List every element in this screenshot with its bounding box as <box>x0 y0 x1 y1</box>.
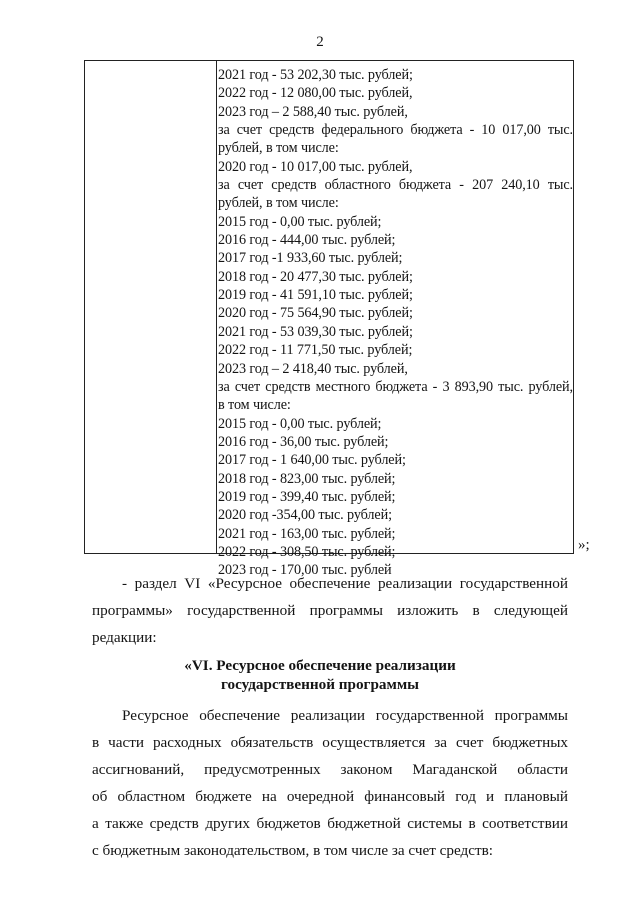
paragraph-line: редакции: <box>92 629 157 646</box>
table-right-cell <box>218 66 573 580</box>
table-line: 2022 год - 12 080,00 тыс. рублей, <box>218 85 413 102</box>
table-line: 2020 год - 10 017,00 тыс. рублей, <box>218 158 413 175</box>
table-line: 2017 год - 1 640,00 тыс. рублей; <box>218 452 406 469</box>
table-line: 2023 год - 170,00 тыс. рублей <box>218 562 392 579</box>
table-line: 2017 год -1 933,60 тыс. рублей; <box>218 250 403 267</box>
table-line: рублей, в том числе: <box>218 140 339 157</box>
section-heading <box>0 656 640 694</box>
table-line: 2016 год - 36,00 тыс. рублей; <box>218 433 389 450</box>
table-line: 2021 год - 163,00 тыс. рублей; <box>218 525 396 542</box>
paragraph-line: а также средств других бюджетов бюджетной системы в соответствии <box>92 815 568 832</box>
table-line: 2023 год – 2 588,40 тыс. рублей, <box>218 103 408 120</box>
paragraph-line: ассигнований, предусмотренных законом Магаданской области <box>92 761 568 778</box>
table-line: 2019 год - 399,40 тыс. рублей; <box>218 488 396 505</box>
paragraph-line: - раздел VI «Ресурсное обеспечение реализации государственной <box>122 575 568 592</box>
table-line: 2019 год - 41 591,10 тыс. рублей; <box>218 287 413 304</box>
table-line: за счет средств местного бюджета - 3 893,90 тыс. рублей, <box>218 378 573 395</box>
table-line: 2023 год – 2 418,40 тыс. рублей, <box>218 360 408 377</box>
paragraph-line: в части расходных обязательств осуществляется за счет бюджетных <box>92 734 568 751</box>
table-line: 2021 год - 53 202,30 тыс. рублей; <box>218 67 413 83</box>
table-line: 2022 год - 11 771,50 тыс. рублей; <box>218 342 413 359</box>
table-line: 2015 год - 0,00 тыс. рублей; <box>218 213 382 230</box>
table-line: 2020 год -354,00 тыс. рублей; <box>218 507 392 524</box>
funding-table <box>84 60 574 579</box>
paragraph-line: с бюджетным законодательством, в том числе за счет средств: <box>92 842 494 859</box>
table-line: 2021 год - 53 039,30 тыс. рублей; <box>218 323 413 340</box>
table-line: рублей, в том числе: <box>218 195 339 212</box>
table-line: в том числе: <box>218 397 291 414</box>
table-line: 2022 год - 308,50 тыс. рублей; <box>218 543 396 560</box>
section-heading-line-1: «VI. Ресурсное обеспечение реализации <box>184 657 456 674</box>
section-heading-line-2: государственной программы <box>220 676 420 693</box>
paragraph-line: программы» государственной программы изложить в следующей <box>92 602 568 619</box>
paragraph-line: Ресурсное обеспечение реализации государственной программы <box>122 707 568 724</box>
table-line: 2018 год - 823,00 тыс. рублей; <box>218 470 396 487</box>
table-line: 2016 год - 444,00 тыс. рублей; <box>218 232 396 249</box>
intro-paragraph <box>92 570 568 651</box>
table-line: 2018 год - 20 477,30 тыс. рублей; <box>218 268 413 285</box>
table-line: за счет средств областного бюджета - 207 240,10 тыс. <box>218 177 573 194</box>
table-closing-quote: »; <box>578 537 590 553</box>
paragraph-line: об областном бюджете на очередной финансовый год и плановый <box>92 788 568 805</box>
main-paragraph <box>92 702 568 864</box>
page-number: 2 <box>316 34 324 50</box>
table-line: 2015 год - 0,00 тыс. рублей; <box>218 415 382 432</box>
table-line: за счет средств федерального бюджета - 10 017,00 тыс. <box>218 122 573 139</box>
table-left-cell <box>85 61 217 553</box>
table-line: 2020 год - 75 564,90 тыс. рублей; <box>218 305 413 322</box>
